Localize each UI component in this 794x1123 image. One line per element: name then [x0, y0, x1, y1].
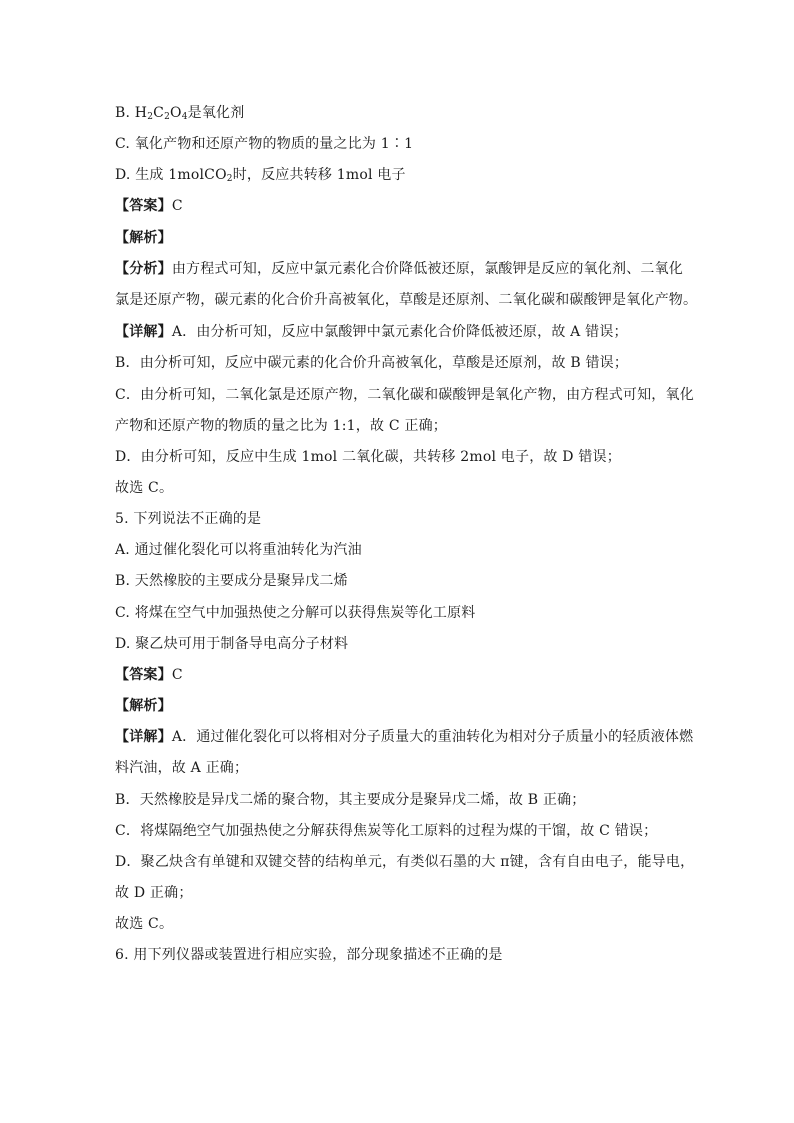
q5-detail-d-line-1: D．聚乙炔含有单键和双键交替的结构单元，有类似石墨的大 π键，含有自由电子，能导电，: [115, 854, 695, 870]
q4-analysis-heading: 【解析】: [115, 230, 172, 246]
q5-detail-c: C．将煤隔绝空气加强热使之分解获得焦炭等化工原料的过程为煤的干馏，故 C 错误；: [115, 823, 658, 839]
q5-detail-a-line-1: 【详解】A．通过催化裂化可以将相对分子质量大的重油转化为相对分子质量小的轻质液体燃: [115, 729, 694, 745]
q4-option-c: C. 氧化产物和还原产物的物质的量之比为 1∶1: [115, 136, 414, 152]
q4-detail-c-line-2: 产物和还原产物的物质的量之比为 1:1，故 C 正确；: [115, 418, 447, 434]
q4-fenxi-line-1: 【分析】由方程式可知，反应中氯元素化合价降低被还原，氯酸钾是反应的氧化剂、二氧化: [115, 261, 684, 277]
q5-detail-d-line-2: 故 D 正确；: [115, 885, 193, 901]
q5-stem: 5. 下列说法不正确的是: [115, 511, 262, 527]
q4-option-d: D. 生成 1molCO$_2$时，反应共转移 1mol 电子: [115, 167, 406, 184]
q4-fenxi-line-2: 氯是还原产物，碳元素的化合价升高被氧化，草酸是还原剂、二氧化碳和碳酸钾是氧化产物。: [115, 292, 698, 308]
q4-option-b: B. $H_2C_2O_4$是氧化剂: [115, 105, 245, 122]
q4-answer: 【答案】C: [115, 198, 183, 214]
q4-conclusion: 故选 C。: [115, 480, 174, 496]
q4-detail-d: D．由分析可知，反应中生成 1mol 二氧化碳，共转移 2mol 电子，故 D 错误；: [115, 449, 621, 465]
q5-option-d: D. 聚乙炔可用于制备导电高分子材料: [115, 636, 349, 652]
q5-conclusion: 故选 C。: [115, 916, 174, 932]
q5-option-b: B. 天然橡胶的主要成分是聚异戊二烯: [115, 573, 348, 589]
q4-detail-c-line-1: C．由分析可知，二氧化氯是还原产物，二氧化碳和碳酸钾是氧化产物，由方程式可知，氧化: [115, 387, 694, 403]
q4-detail-a: 【详解】A．由分析可知，反应中氯酸钾中氯元素化合价降低被还原，故 A 错误；: [115, 324, 628, 340]
q5-detail-a-line-2: 料汽油，故 A 正确；: [115, 760, 249, 776]
q5-detail-b: B．天然橡胶是异戊二烯的聚合物，其主要成分是聚异戊二烯，故 B 正确；: [115, 792, 586, 808]
q5-option-a: A. 通过催化裂化可以将重油转化为汽油: [115, 542, 362, 558]
q5-answer: 【答案】C: [115, 667, 183, 683]
q6-stem: 6. 用下列仪器或装置进行相应实验，部分现象描述不正确的是: [115, 947, 503, 963]
q4-detail-b: B．由分析可知，反应中碳元素的化合价升高被氧化，草酸是还原剂，故 B 错误；: [115, 355, 629, 371]
q5-option-c: C. 将煤在空气中加强热使之分解可以获得焦炭等化工原料: [115, 605, 476, 621]
q5-analysis-heading: 【解析】: [115, 698, 172, 714]
